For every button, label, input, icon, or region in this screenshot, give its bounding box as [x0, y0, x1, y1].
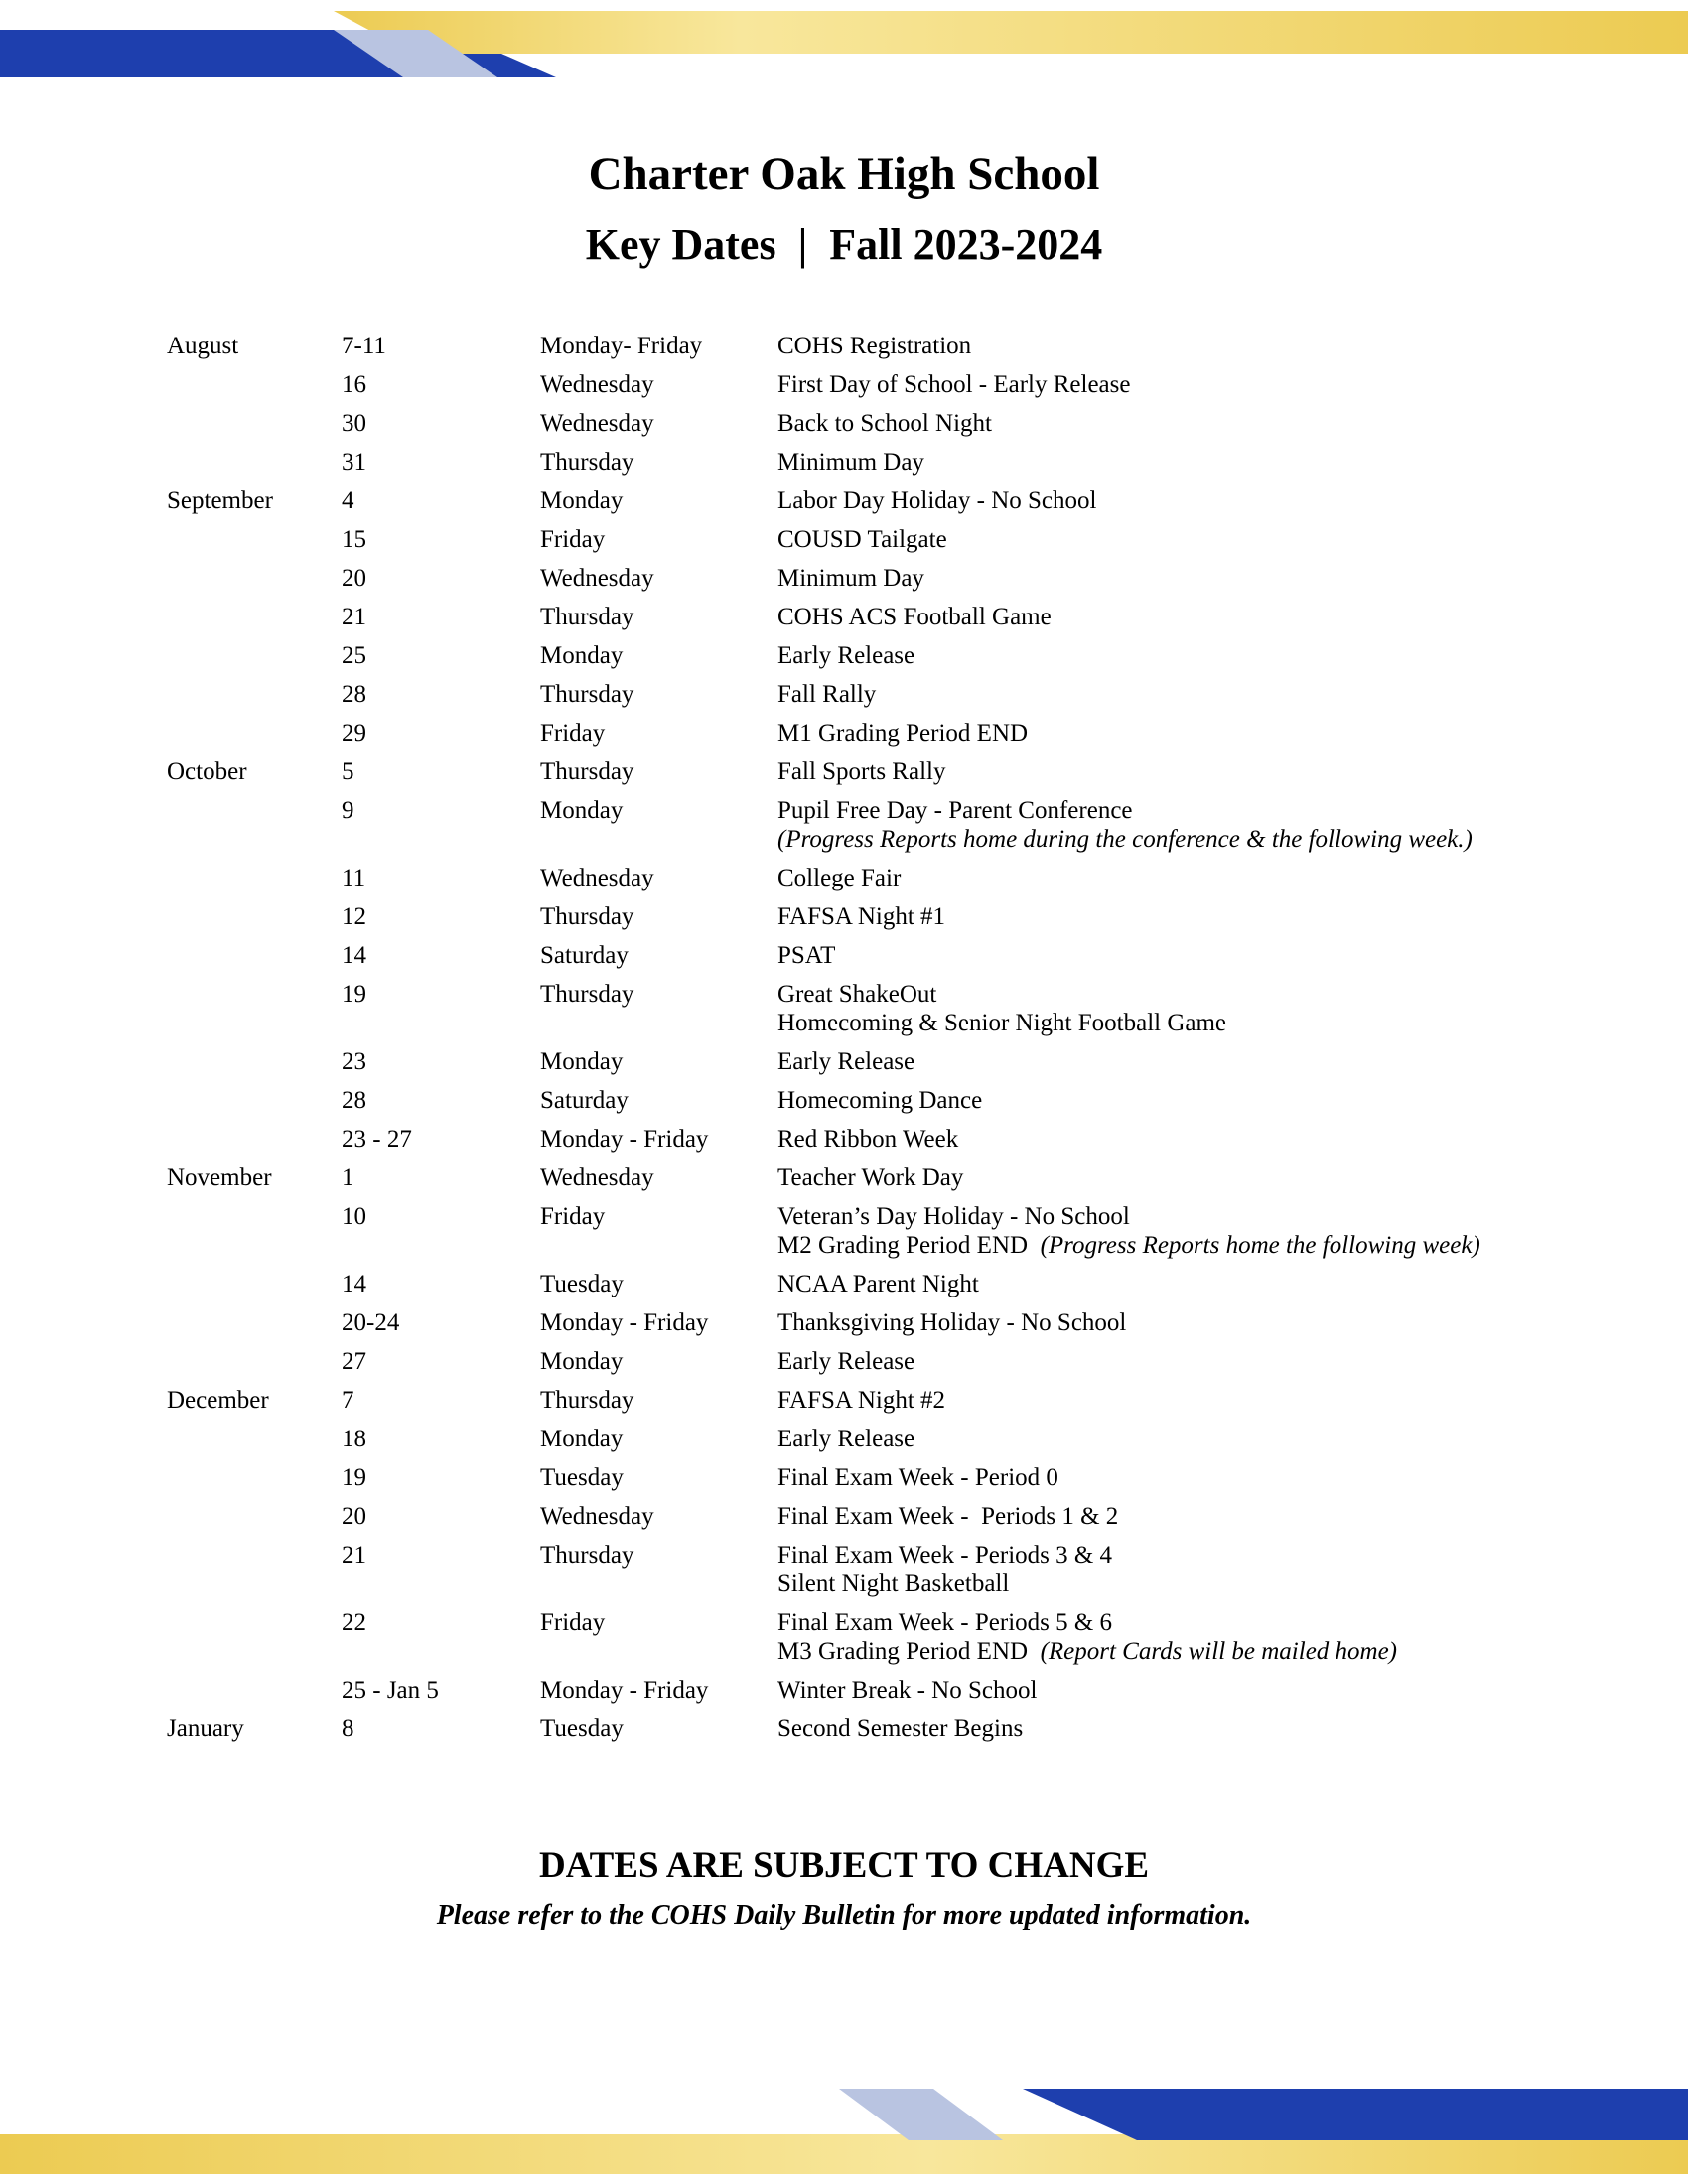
schedule-row: [167, 1676, 1628, 1714]
date-cell: 29: [342, 720, 366, 747]
date-cell: 8: [342, 1715, 354, 1742]
month-cell: October: [167, 758, 247, 785]
schedule-row: [167, 332, 1628, 370]
event-line: Thanksgiving Holiday - No School: [777, 1309, 1127, 1336]
event-cell: [777, 757, 1628, 786]
event-cell: [777, 1308, 1628, 1337]
event-cell: [777, 902, 1628, 931]
date-cell: 20-24: [342, 1309, 400, 1336]
event-line: Fall Rally: [777, 681, 877, 708]
date-cell: 1: [342, 1164, 354, 1191]
footer-note: Please refer to the COHS Daily Bulletin for more updated information.: [436, 1900, 1252, 1931]
day-cell: Friday: [540, 1203, 606, 1230]
event-cell: [777, 525, 1628, 554]
event-line: NCAA Parent Night: [777, 1271, 979, 1297]
date-cell: 9: [342, 797, 354, 824]
month-cell: August: [167, 333, 239, 359]
month-cell: January: [167, 1715, 244, 1742]
day-cell: Monday - Friday: [540, 1126, 709, 1153]
event-line: Red Ribbon Week: [777, 1126, 959, 1153]
day-cell: Monday: [540, 1348, 624, 1375]
event-line: COHS ACS Football Game: [777, 604, 1052, 630]
day-cell: Thursday: [540, 604, 634, 630]
date-cell: 20: [342, 1503, 366, 1530]
date-cell: 18: [342, 1426, 366, 1452]
event-cell: [777, 1163, 1628, 1192]
date-cell: 5: [342, 758, 354, 785]
event-line: College Fair: [777, 865, 902, 891]
event-cell: [777, 564, 1628, 593]
day-cell: Monday: [540, 1048, 624, 1075]
date-cell: 19: [342, 981, 366, 1008]
day-cell: Monday: [540, 797, 624, 824]
event-cell: [777, 332, 1628, 360]
event-cell: [777, 680, 1628, 709]
event-line: Silent Night Basketball: [777, 1570, 1010, 1597]
schedule-row: [167, 1347, 1628, 1386]
day-cell: Wednesday: [540, 865, 654, 891]
event-line: COUSD Tailgate: [777, 526, 947, 553]
event-line: Early Release: [777, 642, 915, 669]
schedule-row: [167, 719, 1628, 757]
schedule-row: [167, 1463, 1628, 1502]
day-cell: Monday - Friday: [540, 1309, 709, 1336]
schedule-row: [167, 1541, 1628, 1608]
event-cell: [777, 1463, 1628, 1492]
schedule-row: [167, 902, 1628, 941]
event-line: Homecoming & Senior Night Football Game: [777, 1010, 1227, 1036]
date-cell: 22: [342, 1609, 366, 1636]
day-cell: Thursday: [540, 903, 634, 930]
date-cell: 21: [342, 1542, 366, 1569]
schedule-row: [167, 409, 1628, 448]
event-line: COHS Registration: [777, 333, 972, 359]
page-subtitle: Key Dates | Fall 2023-2024: [585, 220, 1103, 269]
event-cell: [777, 719, 1628, 748]
day-cell: Thursday: [540, 758, 634, 785]
event-cell: [777, 1047, 1628, 1076]
event-line: PSAT: [777, 942, 836, 969]
date-cell: 30: [342, 410, 366, 437]
event-line: Teacher Work Day: [777, 1164, 964, 1191]
event-cell: [777, 1502, 1628, 1531]
day-cell: Monday: [540, 1426, 624, 1452]
schedule-row: [167, 941, 1628, 980]
event-cell: [777, 603, 1628, 631]
date-cell: 19: [342, 1464, 366, 1491]
event-cell: [777, 941, 1628, 970]
schedule-row: [167, 1386, 1628, 1425]
schedule-row: [167, 486, 1628, 525]
event-cell: [777, 1347, 1628, 1376]
day-cell: Thursday: [540, 681, 634, 708]
schedule-row: [167, 370, 1628, 409]
day-cell: Tuesday: [540, 1464, 624, 1491]
day-cell: Thursday: [540, 1387, 634, 1414]
schedule-row: [167, 796, 1628, 864]
event-line: Final Exam Week - Periods 5 & 6: [777, 1609, 1113, 1636]
event-line: Second Semester Begins: [777, 1715, 1024, 1742]
schedule-row: [167, 1608, 1628, 1676]
day-cell: Monday- Friday: [540, 333, 703, 359]
event-line: Early Release: [777, 1348, 915, 1375]
schedule-row: [167, 757, 1628, 796]
schedule-row: [167, 603, 1628, 641]
event-cell: [777, 1086, 1628, 1115]
event-cell: [777, 1541, 1628, 1598]
schedule-row: [167, 864, 1628, 902]
event-line: Final Exam Week - Periods 3 & 4: [777, 1542, 1113, 1569]
day-cell: Wednesday: [540, 1164, 654, 1191]
day-cell: Saturday: [540, 942, 629, 969]
footer-accent-parallelogram: [839, 2089, 1003, 2140]
schedule-table: [167, 332, 1628, 1753]
month-cell: November: [167, 1164, 272, 1191]
footer-band-yellow: [0, 2134, 1688, 2174]
day-cell: Monday: [540, 642, 624, 669]
event-line: Homecoming Dance: [777, 1087, 983, 1114]
event-line: Winter Break - No School: [777, 1677, 1038, 1704]
page-title: Charter Oak High School: [588, 148, 1100, 200]
day-cell: Wednesday: [540, 1503, 654, 1530]
footer-notice: DATES ARE SUBJECT TO CHANGE: [538, 1845, 1150, 1886]
day-cell: Saturday: [540, 1087, 629, 1114]
day-cell: Monday: [540, 487, 624, 514]
event-cell: [777, 448, 1628, 477]
event-line: (Progress Reports home during the conference & the following week.): [777, 826, 1473, 853]
date-cell: 14: [342, 942, 366, 969]
month-cell: September: [167, 487, 273, 514]
date-cell: 10: [342, 1203, 366, 1230]
schedule-row: [167, 525, 1628, 564]
schedule-row: [167, 1270, 1628, 1308]
event-line: First Day of School - Early Release: [777, 371, 1131, 398]
day-cell: Tuesday: [540, 1271, 624, 1297]
event-line: Final Exam Week - Periods 1 & 2: [777, 1503, 1119, 1530]
schedule-row: [167, 1308, 1628, 1347]
day-cell: Thursday: [540, 1542, 634, 1569]
schedule-row: [167, 680, 1628, 719]
date-cell: 23: [342, 1048, 366, 1075]
day-cell: Thursday: [540, 449, 634, 476]
schedule-row: [167, 1047, 1628, 1086]
event-line: FAFSA Night #2: [777, 1387, 946, 1414]
event-line: Labor Day Holiday - No School: [777, 487, 1097, 514]
event-cell: [777, 980, 1628, 1037]
schedule-row: [167, 1202, 1628, 1270]
date-cell: 31: [342, 449, 366, 476]
event-cell: [777, 370, 1628, 399]
month-cell: December: [167, 1387, 269, 1414]
event-line: Early Release: [777, 1048, 915, 1075]
day-cell: Friday: [540, 1609, 606, 1636]
day-cell: Friday: [540, 526, 606, 553]
date-cell: 16: [342, 371, 366, 398]
date-cell: 25 - Jan 5: [342, 1677, 439, 1704]
date-cell: 21: [342, 604, 366, 630]
date-cell: 27: [342, 1348, 366, 1375]
schedule-row: [167, 1502, 1628, 1541]
event-line: Great ShakeOut: [777, 981, 937, 1008]
event-cell: [777, 1425, 1628, 1453]
date-cell: 14: [342, 1271, 366, 1297]
schedule-row: [167, 980, 1628, 1047]
date-cell: 23 - 27: [342, 1126, 412, 1153]
day-cell: Wednesday: [540, 410, 654, 437]
event-cell: [777, 641, 1628, 670]
event-line: Final Exam Week - Period 0: [777, 1464, 1058, 1491]
event-line: Pupil Free Day - Parent Conference: [777, 797, 1133, 824]
date-cell: 7: [342, 1387, 354, 1414]
event-cell: [777, 1608, 1628, 1666]
event-line: Veteran’s Day Holiday - No School: [777, 1203, 1130, 1230]
event-cell: [777, 486, 1628, 515]
event-cell: [777, 796, 1628, 854]
day-cell: Tuesday: [540, 1715, 624, 1742]
event-line: FAFSA Night #1: [777, 903, 946, 930]
event-line: Early Release: [777, 1426, 915, 1452]
event-line: M3 Grading Period END (Report Cards will be mailed home): [777, 1638, 1398, 1665]
date-cell: 11: [342, 865, 366, 891]
date-cell: 28: [342, 1087, 366, 1114]
date-cell: 20: [342, 565, 366, 592]
schedule-row: [167, 448, 1628, 486]
date-cell: 25: [342, 642, 366, 669]
schedule-row: [167, 641, 1628, 680]
event-line: Minimum Day: [777, 449, 924, 476]
event-cell: [777, 1270, 1628, 1298]
schedule-row: [167, 1163, 1628, 1202]
event-line: Minimum Day: [777, 565, 924, 592]
day-cell: Friday: [540, 720, 606, 747]
day-cell: Thursday: [540, 981, 634, 1008]
date-cell: 4: [342, 487, 354, 514]
schedule-row: [167, 1714, 1628, 1753]
event-line: M2 Grading Period END (Progress Reports home the following week): [777, 1232, 1480, 1259]
event-cell: [777, 409, 1628, 438]
event-cell: [777, 1202, 1628, 1260]
event-line: Back to School Night: [777, 410, 992, 437]
date-cell: 28: [342, 681, 366, 708]
day-cell: Monday - Friday: [540, 1677, 709, 1704]
schedule-row: [167, 564, 1628, 603]
event-line: Fall Sports Rally: [777, 758, 946, 785]
event-cell: [777, 1676, 1628, 1705]
event-cell: [777, 1714, 1628, 1743]
date-cell: 12: [342, 903, 366, 930]
event-cell: [777, 1386, 1628, 1415]
footer-band-blue: [1023, 2089, 1688, 2140]
event-cell: [777, 1125, 1628, 1154]
schedule-row: [167, 1425, 1628, 1463]
event-cell: [777, 864, 1628, 892]
day-cell: Wednesday: [540, 371, 654, 398]
header-band-yellow: [334, 11, 1688, 54]
event-line: M1 Grading Period END: [777, 720, 1029, 747]
day-cell: Wednesday: [540, 565, 654, 592]
schedule-row: [167, 1125, 1628, 1163]
schedule-row: [167, 1086, 1628, 1125]
date-cell: 7-11: [342, 333, 386, 359]
date-cell: 15: [342, 526, 366, 553]
